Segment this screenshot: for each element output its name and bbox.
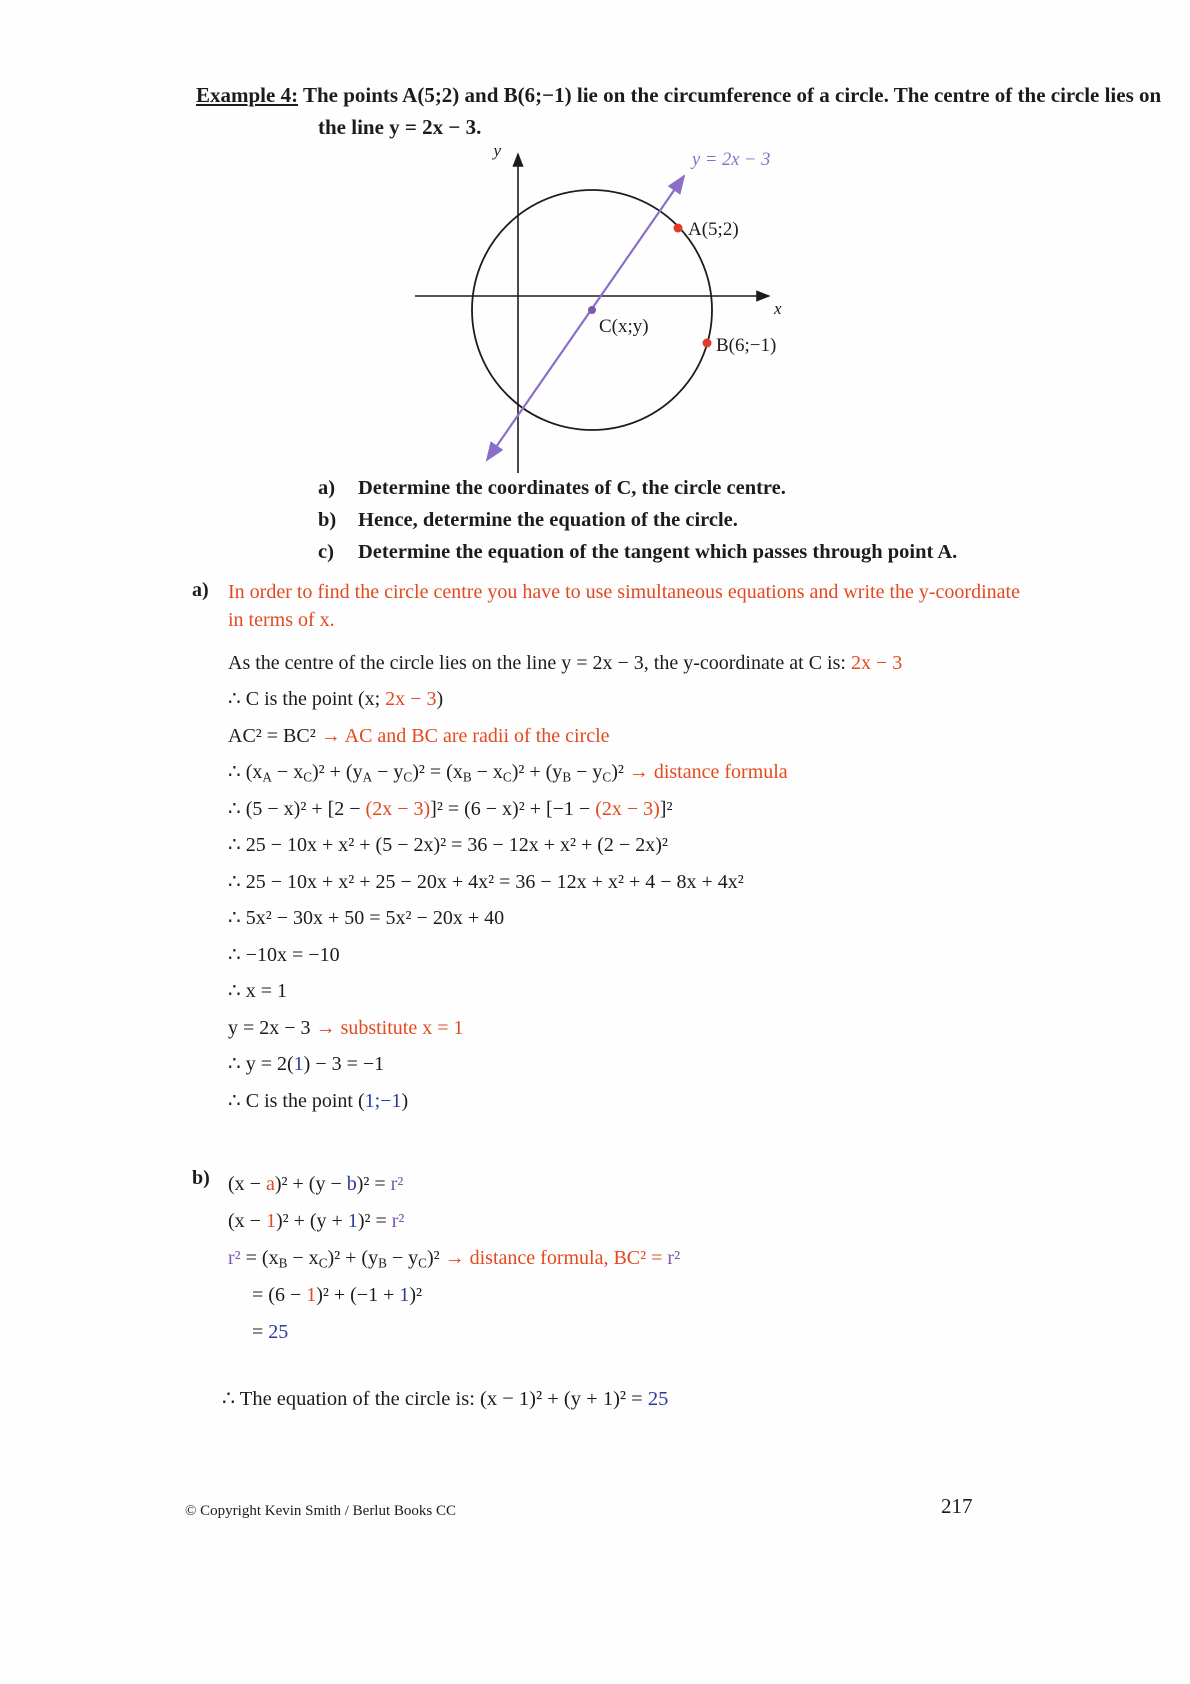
math-segment: a xyxy=(265,1173,275,1195)
math-line xyxy=(228,681,1052,718)
math-segment: ]² xyxy=(659,797,673,820)
math-segment: 2x − 3 xyxy=(385,688,437,711)
math-segment: y = 2x − 3 xyxy=(228,1016,316,1039)
question-a-label: a) xyxy=(318,477,336,499)
math-segment: (x − xyxy=(228,1210,266,1232)
math-segment: − x xyxy=(287,1247,319,1269)
math-segment: 1 xyxy=(306,1284,317,1306)
math-segment: )² + (y xyxy=(327,1247,379,1269)
math-segment: B xyxy=(562,769,572,785)
math-line xyxy=(228,645,1052,682)
math-segment: ∴ C is the point (x; xyxy=(228,688,386,711)
math-segment: − y xyxy=(571,761,603,784)
example-text: The points A(5;2) and B(6;−1) lie on the circumference of a circle. The centre of the circle lies on the line y = 2x − 3. xyxy=(302,83,1162,139)
circle-diagram xyxy=(395,138,815,483)
question-b-label: b) xyxy=(318,509,337,531)
math-line xyxy=(228,1046,1052,1083)
solution-b-label: b) xyxy=(192,1167,210,1189)
math-line xyxy=(228,1203,1052,1240)
math-line xyxy=(228,1166,1052,1203)
math-segment: B xyxy=(378,1255,387,1271)
math-line xyxy=(228,1240,1052,1277)
math-segment: → distance formula xyxy=(628,761,788,784)
point-c-dot xyxy=(588,306,596,314)
math-line xyxy=(228,937,1052,974)
question-c-label: c) xyxy=(318,541,334,563)
math-segment: 2x − 3 xyxy=(850,651,903,674)
math-segment: C xyxy=(403,769,413,785)
solution-a-label: a) xyxy=(192,579,209,601)
math-segment: B xyxy=(462,769,472,785)
math-segment: − x xyxy=(271,761,304,784)
math-segment: )² = xyxy=(356,1173,391,1195)
point-b-label: B(6;−1) xyxy=(716,335,777,356)
math-segment: ∴ The equation of the circle is: (x − 1)² + (y + 1)² = xyxy=(222,1388,648,1410)
math-line xyxy=(228,1083,1052,1120)
math-segment: → AC and BC are radii of the circle xyxy=(320,724,610,747)
math-segment: ]² = (6 − x)² + [−1 − xyxy=(430,797,596,820)
math-line xyxy=(228,718,1052,755)
math-segment: − y xyxy=(386,1247,419,1269)
solution-a xyxy=(192,578,1052,1119)
math-segment: − y xyxy=(372,761,404,784)
solution-a-intro: In order to find the circle centre you have to use simultaneous equations and write the y-coordinate in terms of x. xyxy=(228,581,1020,632)
math-line xyxy=(228,900,1052,937)
line-equation-label: y = 2x − 3 xyxy=(692,150,771,170)
math-segment: As the centre of the circle lies on the line y = 2x − 3, the y-coordinate at C is: xyxy=(228,651,851,674)
math-line xyxy=(228,754,1052,791)
math-segment: AC² = BC² xyxy=(228,724,321,747)
math-segment: A xyxy=(262,769,272,785)
math-segment: 1 xyxy=(293,1053,304,1076)
math-segment: (2x − 3) xyxy=(595,797,660,820)
math-segment: )² + (y xyxy=(312,761,363,784)
math-segment: → distance formula, BC² = xyxy=(444,1247,668,1269)
example-heading xyxy=(196,80,1163,143)
math-segment: ) − 3 = −1 xyxy=(303,1053,385,1076)
math-segment: r² xyxy=(228,1247,241,1269)
math-segment: (x − xyxy=(228,1173,266,1195)
example-label: Example 4: xyxy=(196,83,299,107)
math-segment: A xyxy=(362,769,373,785)
math-segment: (2x − 3) xyxy=(365,797,431,820)
question-a-text: Determine the coordinates of C, the circle centre. xyxy=(358,477,786,499)
line-y-equals-2x-minus-3 xyxy=(487,176,684,460)
question-c xyxy=(318,536,957,568)
math-segment: ∴ (5 − x)² + [2 − xyxy=(228,797,366,820)
y-axis-label: y xyxy=(493,141,501,160)
question-b-text: Hence, determine the equation of the circle. xyxy=(358,509,738,531)
point-b-dot xyxy=(703,339,712,348)
math-segment: b xyxy=(346,1173,357,1195)
math-segment: )² + (y − xyxy=(274,1173,347,1195)
math-line xyxy=(228,827,1052,864)
math-segment: 25 xyxy=(647,1388,669,1410)
math-line xyxy=(228,864,1052,901)
circle-equation-conclusion xyxy=(222,1386,668,1411)
math-segment: 1;−1 xyxy=(364,1089,402,1112)
math-segment: → substitute x = 1 xyxy=(315,1016,464,1039)
math-segment: 25 xyxy=(268,1321,289,1343)
math-segment: = (x xyxy=(240,1247,279,1269)
math-segment: ∴ x = 1 xyxy=(228,980,288,1003)
math-segment: ∴ 5x² − 30x + 50 = 5x² − 20x + 40 xyxy=(228,907,505,930)
solution-b-body xyxy=(228,1166,1052,1351)
question-b xyxy=(318,504,957,536)
math-segment: C xyxy=(318,1255,328,1271)
math-segment: r² xyxy=(667,1247,681,1269)
x-axis-label: x xyxy=(774,299,782,318)
math-segment: C xyxy=(602,769,612,785)
solution-a-body xyxy=(228,578,1052,1119)
math-segment: ) xyxy=(436,688,444,711)
point-a-label: A(5;2) xyxy=(688,219,739,240)
math-segment: )² + (y + xyxy=(275,1210,348,1232)
math-segment: ∴ 25 − 10x + x² + (5 − 2x)² = 36 − 12x + x² + (2 − 2x)² xyxy=(228,834,668,857)
math-segment: ) xyxy=(401,1089,409,1112)
math-line xyxy=(228,1010,1052,1047)
math-segment: C xyxy=(303,769,312,785)
math-segment: 1 xyxy=(399,1284,410,1306)
math-segment: )² xyxy=(611,761,629,784)
solution-a-lines xyxy=(228,645,1052,1120)
math-line xyxy=(252,1277,1052,1314)
math-segment: r² xyxy=(391,1210,405,1232)
math-segment: ∴ y = 2( xyxy=(228,1053,294,1076)
math-segment: ∴ −10x = −10 xyxy=(228,943,340,966)
math-segment: )² xyxy=(426,1247,445,1269)
math-segment: 1 xyxy=(265,1210,276,1232)
math-segment: )² = xyxy=(357,1210,392,1232)
math-segment: r² xyxy=(390,1173,404,1195)
math-line xyxy=(228,973,1052,1010)
point-a-dot xyxy=(674,224,683,233)
diagram-svg xyxy=(395,138,815,483)
math-segment: = xyxy=(252,1321,269,1343)
math-line xyxy=(252,1314,1052,1351)
math-segment: C xyxy=(502,769,512,785)
math-segment: )² xyxy=(409,1284,423,1306)
math-segment: B xyxy=(278,1255,288,1271)
question-a xyxy=(318,472,957,504)
math-segment: )² + (−1 + xyxy=(316,1284,400,1306)
copyright-notice: © Copyright Kevin Smith / Berlut Books CC xyxy=(185,1503,456,1519)
math-segment: = (6 − xyxy=(252,1284,307,1306)
solution-b-lines xyxy=(228,1166,1052,1351)
point-c-label: C(x;y) xyxy=(599,316,649,337)
math-segment: )² = (x xyxy=(412,761,463,784)
solution-b xyxy=(192,1166,1052,1351)
math-segment: )² + (y xyxy=(511,761,563,784)
math-segment: − x xyxy=(471,761,503,784)
math-line xyxy=(228,791,1052,828)
questions-list xyxy=(318,472,957,568)
math-segment: 1 xyxy=(347,1210,358,1232)
math-segment: ∴ C is the point ( xyxy=(228,1089,365,1112)
math-segment: ∴ 25 − 10x + x² + 25 − 20x + 4x² = 36 − 12x + x² + 4 − 8x + 4x² xyxy=(228,870,744,893)
question-c-text: Determine the equation of the tangent which passes through point A. xyxy=(358,541,958,563)
math-segment: C xyxy=(418,1255,427,1271)
page-number: 217 xyxy=(941,1494,973,1518)
math-segment: ∴ (x xyxy=(228,761,263,784)
